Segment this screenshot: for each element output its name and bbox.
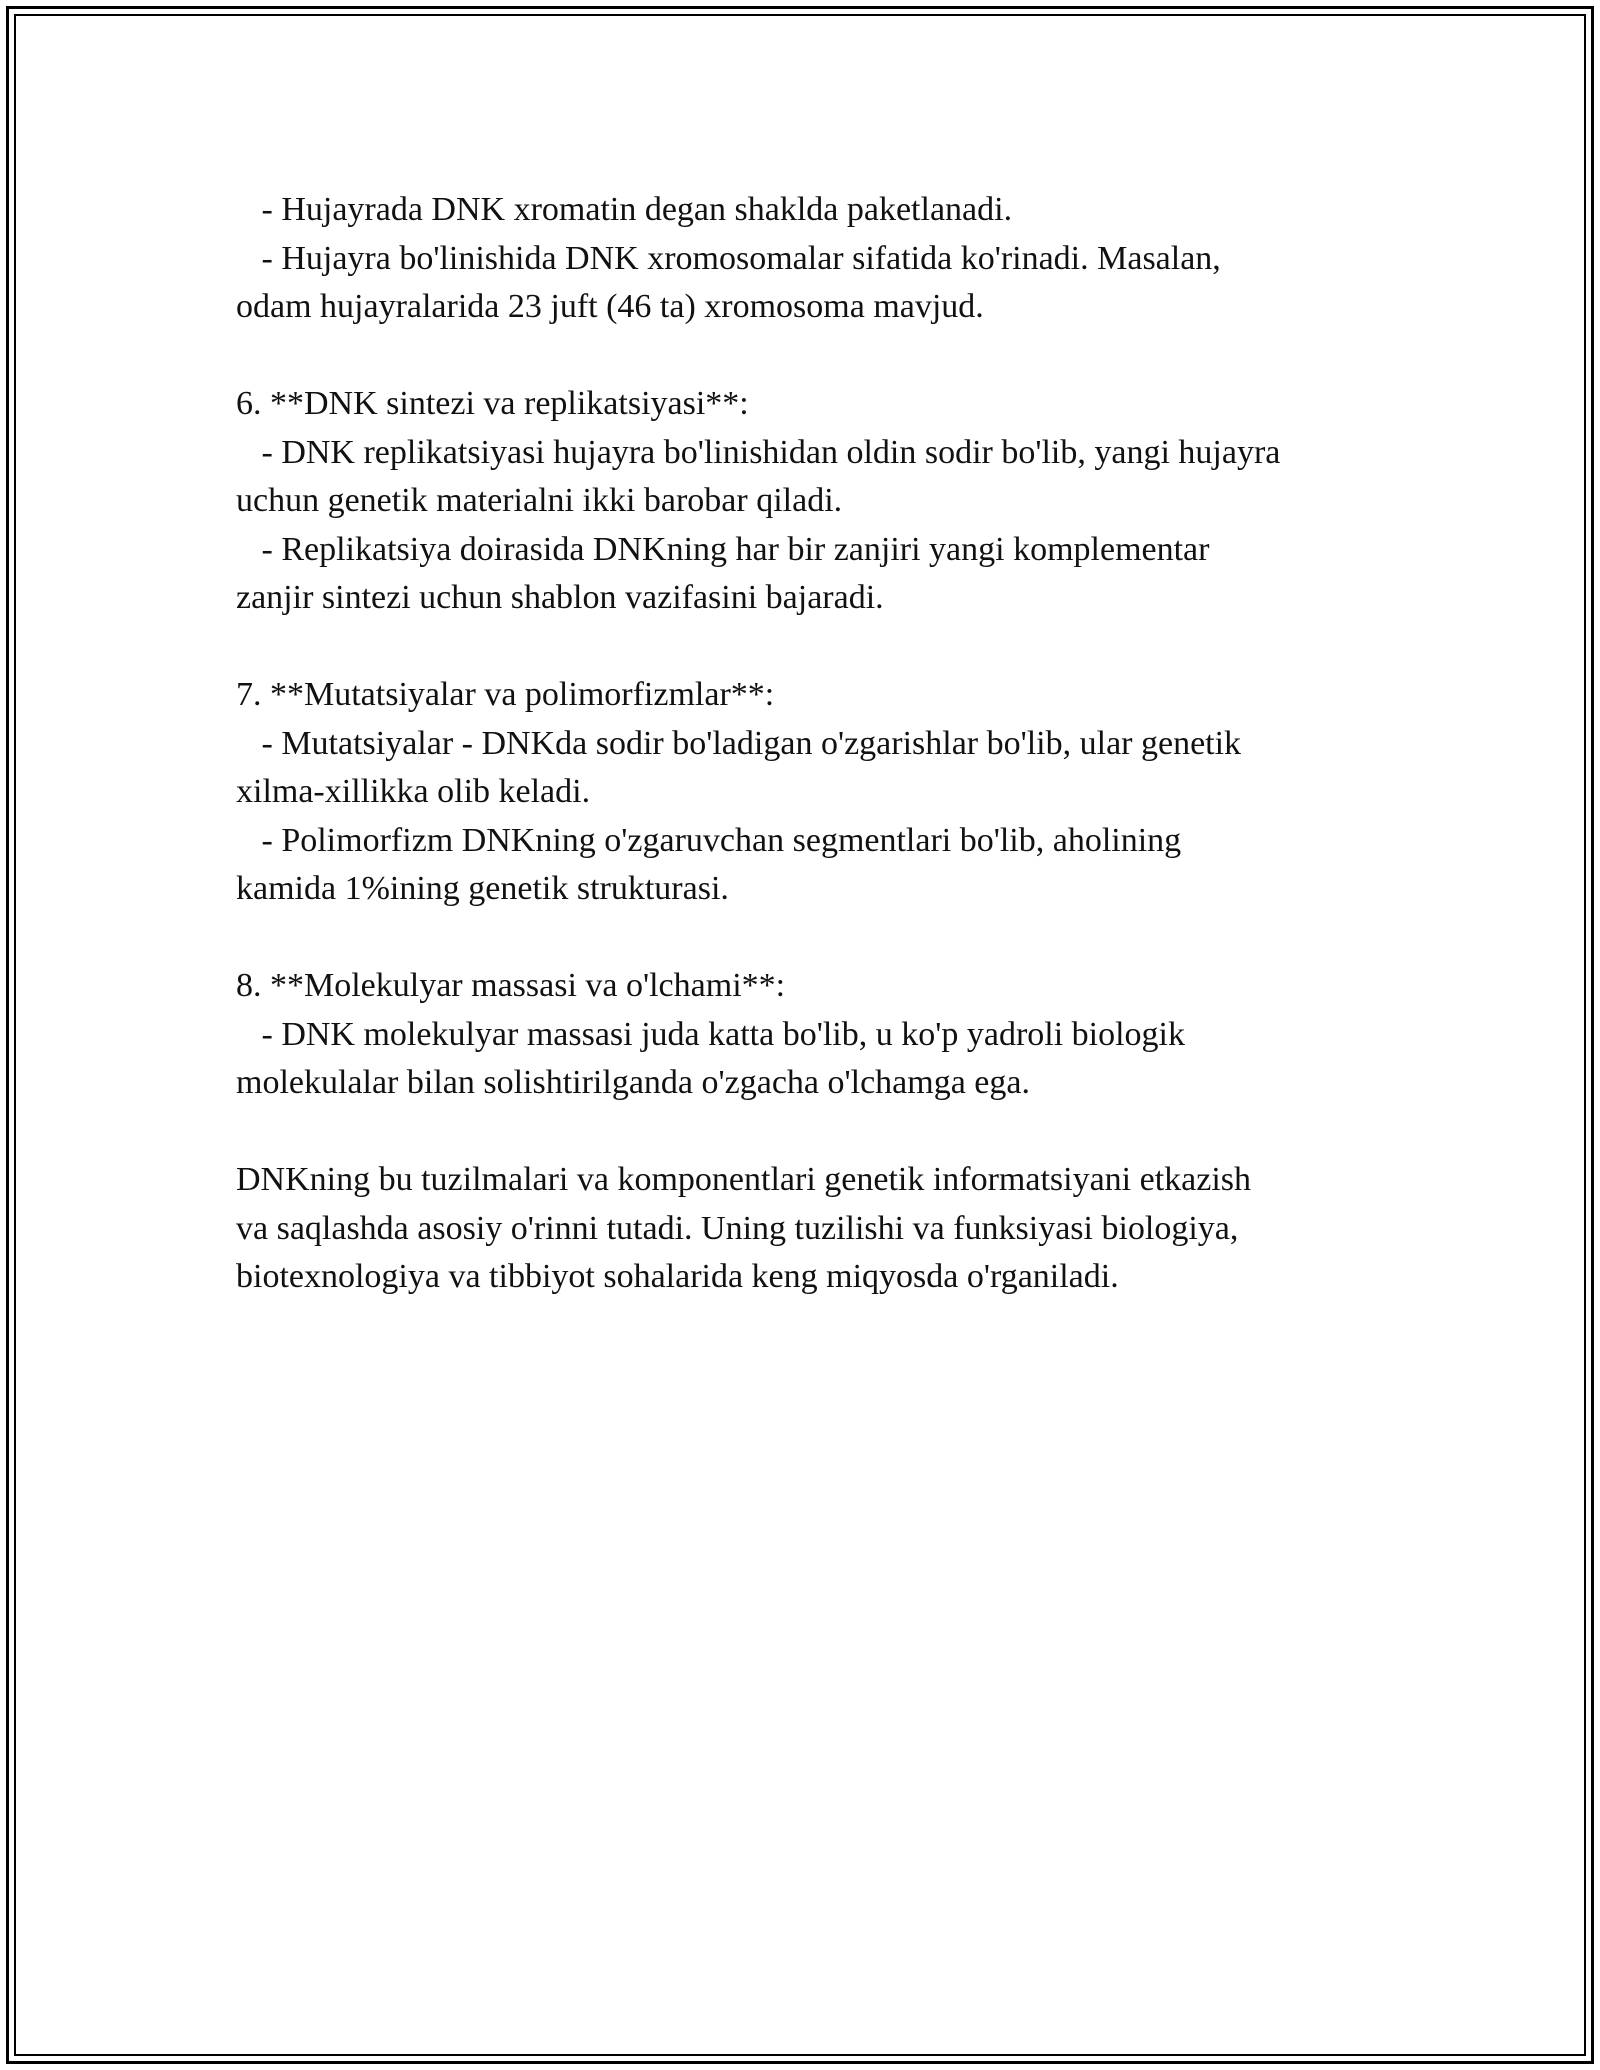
text-line: - Replikatsiya doirasida DNKning har bir zanjiri yangi komplementar [236,530,1210,568]
text-line: xilma-xillikka olib keladi. [236,773,591,810]
text-line: zanjir sintezi uchun shablon vazifasini bajaradi. [236,579,884,616]
text-line: - Polimorfizm DNKning o'zgaruvchan segmentlari bo'lib, aholining [236,821,1182,859]
text-line: molekulalar bilan solishtirilganda o'zgacha o'lchamga ega. [236,1064,1030,1101]
section-heading: 8. **Molekulyar massasi va o'lchami**: [236,967,786,1004]
text-line: - Hujayrada DNK xromatin degan shaklda paketlanadi. [236,191,1013,228]
section-heading: 7. **Mutatsiyalar va polimorfizmlar**: [236,676,775,713]
blank-line [236,1108,1376,1157]
text-line: uchun genetik materialni ikki barobar qiladi. [236,482,843,519]
document-body [236,186,1376,1302]
conclusion-line: va saqlashda asosiy o'rinni tutadi. Uning tuzilishi va funksiyasi biologiya, [236,1209,1239,1247]
text-line: kamida 1%ining genetik strukturasi. [236,870,729,907]
text-line: odam hujayralarida 23 juft (46 ta) xromosoma mavjud. [236,288,984,325]
conclusion-line: DNKning bu tuzilmalari va komponentlari genetik informatsiyani etkazish [236,1161,1252,1198]
section-heading: 6. **DNK sintezi va replikatsiyasi**: [236,385,749,422]
blank-line [236,914,1376,963]
text-line: - Mutatsiyalar - DNKda sodir bo'ladigan o'zgarishlar bo'lib, ular genetik [236,724,1242,762]
blank-line [236,332,1376,381]
text-line: - Hujayra bo'linishida DNK xromosomalar sifatida ko'rinadi. Masalan, [236,239,1221,277]
conclusion-line: biotexnologiya va tibbiyot sohalarida keng miqyosda o'rganiladi. [236,1258,1119,1295]
blank-line [236,623,1376,672]
text-line: - DNK replikatsiyasi hujayra bo'linishidan oldin sodir bo'lib, yangi hujayra [236,433,1281,471]
text-line: - DNK molekulyar massasi juda katta bo'lib, u ko'p yadroli biologik [236,1015,1185,1053]
